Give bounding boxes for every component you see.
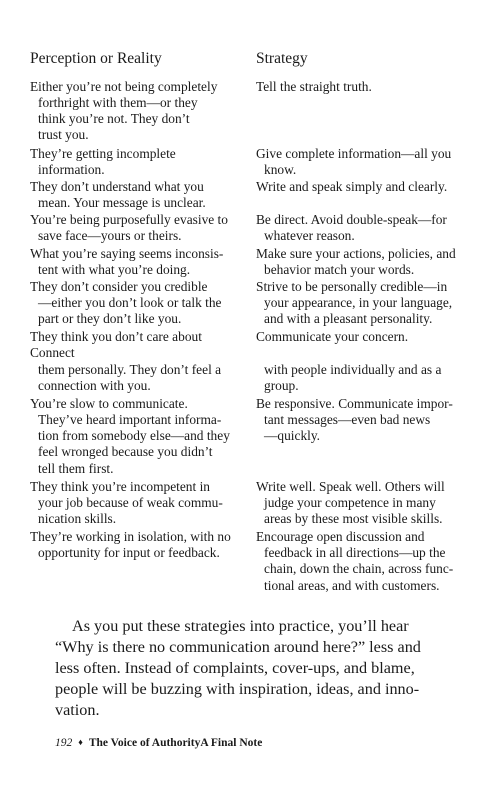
right-text-line: judge your competence in many xyxy=(264,495,436,510)
left-text-line: connection with you. xyxy=(38,378,151,393)
left-text-line: They’ve heard important informa- xyxy=(38,412,222,427)
right-text-line: areas by these most visible skills. xyxy=(264,511,443,526)
right-text-line: your appearance, in your language, xyxy=(264,295,453,310)
right-text-line: Strive to be personally credible—in xyxy=(256,279,448,294)
left-text-line: You’re being purposefully evasive to xyxy=(30,212,228,227)
right-text-line: and with a pleasant personality. xyxy=(264,311,433,326)
column-header-perception: Perception or Reality xyxy=(30,50,162,67)
left-text-line: They think you’re incompetent in xyxy=(30,479,210,494)
page-footer xyxy=(55,737,262,749)
left-text-line: think you’re not. They don’t xyxy=(38,111,190,126)
left-text-line: You’re slow to communicate. xyxy=(30,396,188,411)
left-text-line: They’re getting incomplete xyxy=(30,146,176,161)
left-text-line: They think you don’t care about xyxy=(30,329,202,344)
column-header-strategy: Strategy xyxy=(256,50,308,67)
right-text-line: Be responsive. Communicate impor- xyxy=(256,396,453,411)
right-text-line: with people individually and as a xyxy=(264,362,442,377)
left-text-line: tent with what you’re doing. xyxy=(38,262,191,277)
left-text-line: your job because of weak commu- xyxy=(38,495,223,510)
right-text-line: Make sure your actions, policies, and xyxy=(256,246,456,261)
left-text-line: feel wronged because you didn’t xyxy=(38,444,213,459)
left-text-line: What you’re saying seems inconsis- xyxy=(30,246,224,261)
left-text-line: Connect xyxy=(30,345,75,360)
right-text-line: group. xyxy=(264,378,299,393)
page-number: 192 xyxy=(55,737,73,749)
closing-paragraph-line: “Why is there no communication around here?” less and xyxy=(55,638,421,656)
right-text-line: whatever reason. xyxy=(264,228,355,243)
running-title: The Voice of AuthorityA Final Note xyxy=(88,737,263,749)
right-text-line: tional areas, and with customers. xyxy=(264,578,440,593)
left-text-line: mean. Your message is unclear. xyxy=(38,195,206,210)
right-text-line: Be direct. Avoid double-speak—for xyxy=(256,212,447,227)
left-text-line: —either you don’t look or talk the xyxy=(38,295,222,310)
left-text-line: information. xyxy=(38,162,105,177)
closing-paragraph-line: people will be buzzing with inspiration, ideas, and inno- xyxy=(55,680,420,698)
right-text-line: —quickly. xyxy=(264,428,321,443)
left-text-line: trust you. xyxy=(38,127,89,142)
left-text-line: nication skills. xyxy=(38,511,117,526)
left-text-line: They don’t understand what you xyxy=(30,179,204,194)
left-text-line: save face—yours or theirs. xyxy=(38,228,182,243)
right-text-line: know. xyxy=(264,162,297,177)
right-text-line: Write well. Speak well. Others will xyxy=(256,479,445,494)
right-text-line: Communicate your concern. xyxy=(256,329,409,344)
left-text-line: forthright with them—or they xyxy=(38,95,198,110)
right-text-line: chain, down the chain, across func- xyxy=(264,561,454,576)
left-text-line: They’re working in isolation, with no xyxy=(30,529,231,544)
closing-paragraph-line: vation. xyxy=(55,701,100,719)
diamond-separator-icon: ♦ xyxy=(78,737,83,747)
left-text-line: They don’t consider you credible xyxy=(30,279,208,294)
closing-paragraph-line: less often. Instead of complaints, cover-ups, and blame, xyxy=(55,659,415,677)
left-text-line: tion from somebody else—and they xyxy=(38,428,230,443)
left-text-line: opportunity for input or feedback. xyxy=(38,545,220,560)
left-text-line: Either you’re not being completely xyxy=(30,79,218,94)
right-text-line: Encourage open discussion and xyxy=(256,529,425,544)
left-text-line: them personally. They don’t feel a xyxy=(38,362,222,377)
left-text-line: tell them first. xyxy=(38,461,114,476)
right-text-line: Write and speak simply and clearly. xyxy=(256,179,448,194)
right-text-line: tant messages—even bad news xyxy=(264,412,431,427)
closing-paragraph-line: As you put these strategies into practice, you’ll hear xyxy=(72,617,409,635)
right-text-line: behavior match your words. xyxy=(264,262,415,277)
left-text-line: part or they don’t like you. xyxy=(38,311,182,326)
right-text-line: Tell the straight truth. xyxy=(256,79,372,94)
right-text-line: Give complete information—all you xyxy=(256,146,452,161)
right-text-line: feedback in all directions—up the xyxy=(264,545,446,560)
